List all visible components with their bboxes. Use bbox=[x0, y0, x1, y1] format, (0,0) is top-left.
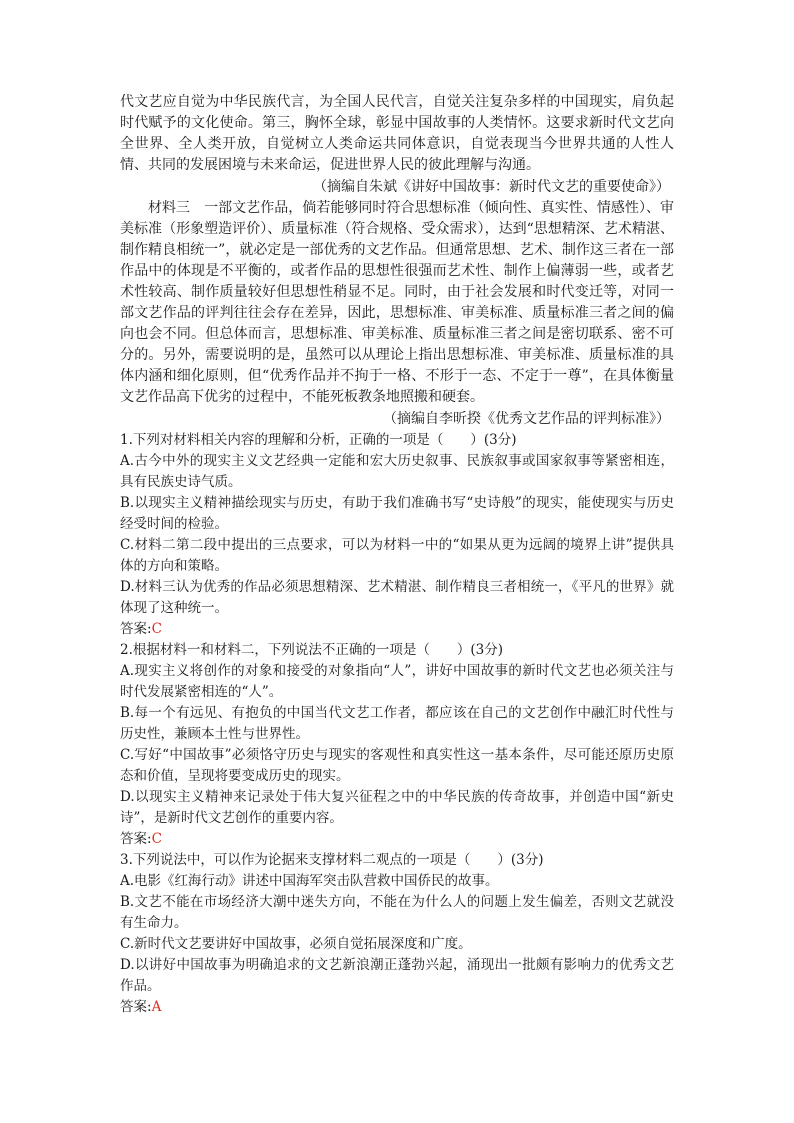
question-stem: 1.下列对材料相关内容的理解和分析，正确的一项是（ ）(3分) bbox=[120, 432, 517, 448]
intro-paragraph: 代文艺应自觉为中华民族代言，为全国人民代言，自觉关注复杂多样的中国现实，肩负起时代赋予的文化使命。第三，胸怀全球，彰显中国故事的人类情怀。这要求新时代文艺向全世界、全人类开放，自觉树立人类命运共同体意识，自觉表现当今世界共通的人性人情、共同的发展困境与未来命运，促进世界人民的彼此理解与沟通。 bbox=[120, 94, 674, 173]
material-3-paragraph: 材料三 一部文艺作品，倘若能够同时符合思想标准（倾向性、真实性、情感性）、审美标准（形象塑造评价）、质量标准（符合规格、受众需求），达到“思想精深、艺术精湛、制作精良相统一”，就必定是一部优秀的文艺作品。但通常思想、艺术、制作这三者在一部作品中的体现是不平衡的，或者作品的思想性很强而艺术性、制作上偏薄弱一些，或者艺术性较高、制作质量较好但思想性稍显不足。同时，由于社会发展和时代变迁等，对同一部文艺作品的评判往往会存在差异，因此，思想标准、审美标准、质量标准三者之间的偏向也会不同。但总体而言，思想标准、审美标准、质量标准三者之间是密切联系、密不可分的。另外，需要说明的是，虽然可以从理论上指出思想标准、审美标准、质量标准的具体内涵和细化原则，但“优秀作品并不拘于一格、不形于一态、不定于一尊”，在具体衡量文艺作品高下优劣的过程中，不能死板教条地照搬和硬套。 bbox=[120, 200, 674, 405]
answer-value: C bbox=[151, 831, 162, 847]
option-a: A.古今中外的现实主义文艺经典一定能和宏大历史叙事、民族叙事或国家叙事等紧密相连，具有民族史诗气质。 bbox=[120, 453, 674, 490]
question-1 bbox=[120, 430, 674, 640]
option-a: A.现实主义将创作的对象和接受的对象指向“人”，讲好中国故事的新时代文艺也必须关注与时代发展紧密相连的“人”。 bbox=[120, 663, 674, 700]
answer-value: A bbox=[151, 999, 162, 1015]
answer-label: 答案: bbox=[120, 831, 152, 847]
answer-line bbox=[120, 829, 674, 850]
option-c: C.材料二第二段中提出的三点要求，可以为材料一中的“如果从更为远阔的境界上讲”提供具体的方向和策略。 bbox=[120, 537, 674, 574]
option-b: B.每一个有远见、有抱负的中国当代文艺工作者，都应该在自己的文艺创作中融汇时代性与历史性，兼顾本土性与世界性。 bbox=[120, 705, 674, 742]
question-3 bbox=[120, 850, 674, 1018]
option-d: D.以讲好中国故事为明确追求的文艺新浪潮正蓬勃兴起，涌现出一批颇有影响力的优秀文艺作品。 bbox=[120, 957, 674, 994]
source-citation-1: （摘编自朱斌《讲好中国故事：新时代文艺的重要使命》） bbox=[313, 179, 670, 195]
option-b: B.文艺不能在市场经济大潮中迷失方向，不能在为什么人的问题上发生偏差，否则文艺就没有生命力。 bbox=[120, 894, 674, 931]
answer-label: 答案: bbox=[120, 999, 152, 1015]
question-2 bbox=[120, 640, 674, 850]
option-c: C.写好“中国故事”必须恪守历史与现实的客观性和真实性这一基本条件，尽可能还原历史原态和价值，呈现将要变成历史的现实。 bbox=[120, 747, 674, 784]
option-d: D.材料三认为优秀的作品必须思想精深、艺术精湛、制作精良三者相统一，《平凡的世界》就体现了这种统一。 bbox=[120, 579, 674, 616]
answer-value: C bbox=[151, 621, 162, 637]
answer-label: 答案: bbox=[120, 621, 152, 637]
option-b: B.以现实主义精神描绘现实与历史，有助于我们准确书写“史诗般”的现实，能使现实与历史经受时间的检验。 bbox=[120, 495, 674, 532]
source-citation-2: （摘编自李昕揆《优秀文艺作品的评判标准》） bbox=[383, 411, 670, 427]
option-c: C.新时代文艺要讲好中国故事，必须自觉拓展深度和广度。 bbox=[120, 936, 472, 952]
option-d: D.以现实主义精神来记录处于伟大复兴征程之中的中华民族的传奇故事，并创造中国“新史诗”，是新时代文艺创作的重要内容。 bbox=[120, 789, 674, 826]
answer-line bbox=[120, 997, 674, 1018]
question-stem: 3.下列说法中，可以作为论据来支撑材料二观点的一项是（ ）(3分) bbox=[120, 852, 544, 868]
answer-line bbox=[120, 619, 674, 640]
option-a: A.电影《红海行动》讲述中国海军突击队营救中国侨民的故事。 bbox=[120, 873, 499, 889]
question-stem: 2.根据材料一和材料二，下列说法不正确的一项是（ ）(3分) bbox=[120, 642, 504, 658]
